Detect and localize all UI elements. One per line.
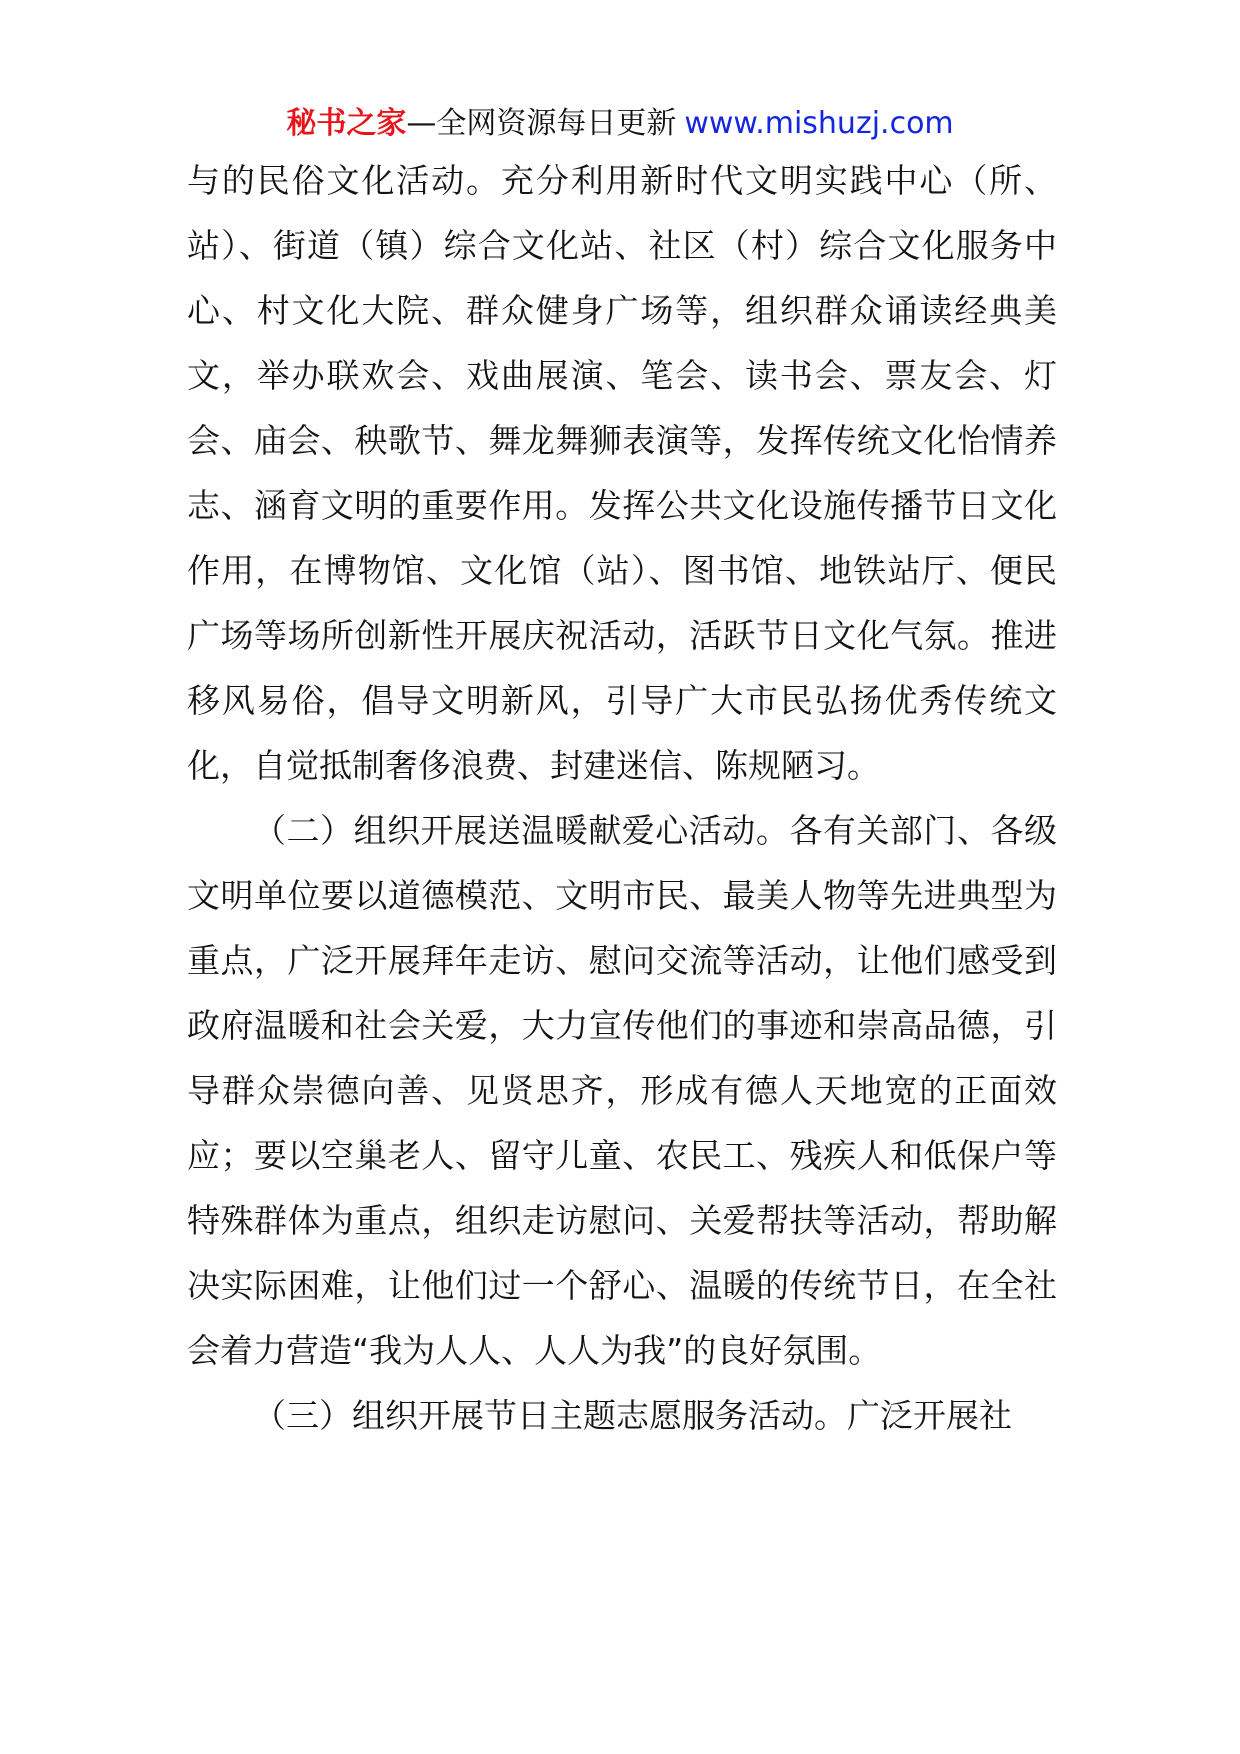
- site-brand: 秘书之家: [286, 106, 407, 141]
- site-tagline: —全网资源每日更新: [406, 106, 677, 141]
- page-header: [0, 100, 1240, 148]
- site-url: www.mishuzj.com: [684, 106, 954, 141]
- paragraph-section-3: （三）组织开展节日主题志愿服务活动。广泛开展社: [253, 1396, 1012, 1435]
- paragraph-section-2: （二）组织开展送温暖献爱心活动。各有关部门、各级文明单位要以道德模范、文明市民、最美人物等先进典型为重点，广泛开展拜年走访、慰问交流等活动，让他们感受到政府温暖和社会关爱，大力宣传他们的事迹和崇高品德，引导群众崇德向善、见贤思齐，形成有德人天地宽的正面效应；要以空巢老人、留守儿童、农民工、残疾人和低保户等特殊群体为重点，组织走访慰问、关爱帮扶等活动，帮助解决实际困难，让他们过一个舒心、温暖的传统节日，在全社会着力营造“我为人人、人人为我”的良好氛围。: [187, 811, 1057, 1370]
- paragraph-continued: 与的民俗文化活动。充分利用新时代文明实践中心（所、站）、街道（镇）综合文化站、社区（村）综合文化服务中心、村文化大院、群众健身广场等，组织群众诵读经典美文，举办联欢会、戏曲展演、笔会、读书会、票友会、灯会、庙会、秧歌节、舞龙舞狮表演等，发挥传统文化怡情养志、涵育文明的重要作用。发挥公共文化设施传播节日文化作用，在博物馆、文化馆（站）、图书馆、地铁站厅、便民广场等场所创新性开展庆祝活动，活跃节日文化气氛。推进移风易俗，倡导文明新风，引导广大市民弘扬优秀传统文化，自觉抵制奢侈浪费、封建迷信、陈规陋习。: [187, 161, 1057, 785]
- document-body: [187, 148, 1057, 1448]
